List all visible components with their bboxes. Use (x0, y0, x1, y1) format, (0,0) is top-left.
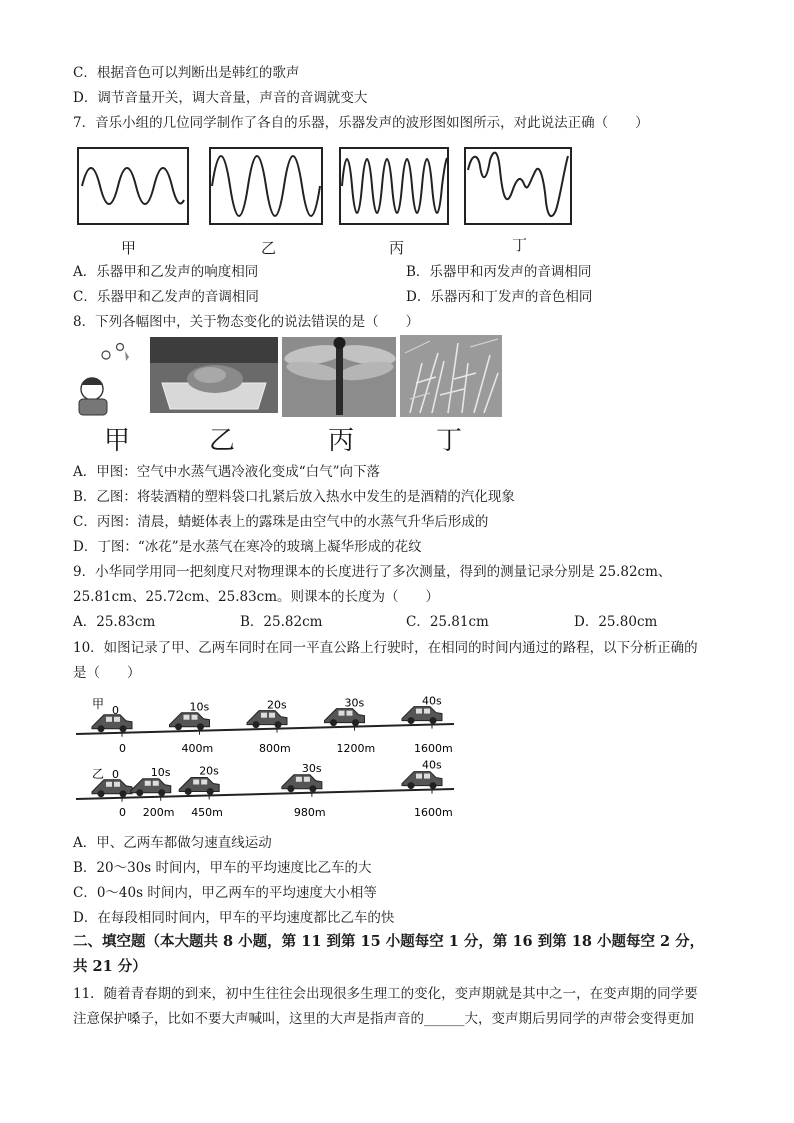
q9-option-b: B．25.82cm (240, 614, 323, 630)
jia-distance-label-3: 1200m (336, 742, 376, 755)
q9-option-d: D．25.80cm (574, 614, 658, 630)
q7-option-b: B．乐器甲和丙发声的音调相同 (406, 264, 592, 280)
q7-label-ding: 丁 (512, 236, 528, 254)
waveform-yi (210, 148, 322, 224)
q8-label-bing: 丙 (328, 426, 355, 456)
jia-distance-label-4: 1600m (414, 742, 453, 755)
q7-option-a: A．乐器甲和乙发声的响度相同 (73, 264, 259, 280)
jia-distance-label-1: 400m (181, 742, 214, 755)
yi-time-label-0: 0 (112, 768, 119, 781)
jia-distance-label-0: 0 (119, 742, 126, 755)
jia-time-label-4: 40s (422, 694, 442, 708)
jia-time-label-2: 20s (267, 698, 287, 712)
car-jia-name: 甲 (92, 697, 105, 711)
jia-car-4 (402, 707, 442, 725)
q8-option-a: A．甲图：空气中水蒸气遇冷液化变成“白气”向下落 (73, 464, 381, 480)
q9-stem-line2: 25.81cm、25.72cm、25.83cm。则课本的长度为（ ） (73, 589, 440, 605)
jia-car-1 (170, 713, 210, 731)
yi-time-label-4: 40s (422, 758, 442, 772)
section2-heading-line1: 二、填空题（本大题共 8 小题，第 11 到第 15 小题每空 1 分，第 16 到第 18 小题每空 2 分， (73, 933, 705, 950)
q8-option-c: C．丙图：清晨，蜻蜓体表上的露珠是由空气中的水蒸气升华后形成的 (73, 514, 489, 530)
photo-bing-dragonfly (282, 337, 397, 417)
yi-distance-label-4: 1600m (414, 806, 453, 819)
yi-distance-label-3: 980m (293, 806, 326, 819)
road-line-jia (76, 724, 454, 734)
photo-ding-frost-pattern (400, 335, 502, 417)
q8-photo-figure (70, 333, 510, 418)
q9-option-a: A．25.83cm (73, 614, 156, 630)
q9-option-c: C．25.81cm (406, 614, 489, 630)
yi-time-label-1: 10s (150, 765, 171, 779)
q11-stem-line2: 注意保护嗓子，比如不要大声喊叫，这里的大声是指声音的______大，变声期后男同学的声带会变得更加 (73, 1011, 694, 1027)
section2-heading-line2: 共 21 分） (73, 958, 147, 975)
q10-option-c: C．0～40s 时间内，甲乙两车的平均速度大小相等 (73, 885, 377, 901)
q7-label-jia: 甲 (121, 239, 137, 257)
photo-jia-cartoon-person (79, 344, 129, 416)
waveform-bing (340, 148, 448, 224)
q8-label-yi: 乙 (209, 426, 236, 456)
yi-distance-label-1: 200m (142, 806, 175, 819)
yi-car-0 (92, 780, 132, 798)
jia-car-0 (92, 715, 132, 733)
q10-option-a: A．甲、乙两车都做匀速直线运动 (73, 835, 272, 851)
yi-time-label-2: 20s (199, 764, 219, 778)
q7-option-d: D．乐器丙和丁发声的音色相同 (406, 289, 593, 305)
jia-distance-label-2: 800m (259, 742, 291, 755)
q7-label-bing: 丙 (389, 239, 405, 257)
q10-option-d: D．在每段相同时间内，甲车的平均速度都比乙车的快 (73, 910, 395, 926)
q8-label-ding: 丁 (436, 426, 463, 456)
waveform-ding (465, 148, 571, 224)
yi-distance-label-2: 450m (191, 806, 223, 819)
q10-stem-line2: 是（ ） (73, 665, 141, 681)
yi-distance-label-0: 0 (119, 806, 126, 819)
photo-yi-tray (150, 337, 278, 413)
jia-car-2 (247, 711, 287, 729)
q9-stem-line1: 9．小华同学用同一把刻度尺对物理课本的长度进行了多次测量，得到的测量记录分别是 25.82cm、 (73, 564, 672, 580)
waveform-jia (78, 148, 188, 224)
q8-stem: 8．下列各幅图中，关于物态变化的说法错误的是（ ） (73, 314, 420, 330)
q7-label-yi: 乙 (261, 239, 277, 257)
jia-time-label-3: 30s (344, 696, 365, 710)
yi-car-2 (179, 777, 219, 795)
yi-car-4 (402, 772, 442, 790)
q7-option-c: C．乐器甲和乙发声的音调相同 (73, 289, 259, 305)
q6-option-c: C．根据音色可以判断出是韩红的歌声 (73, 65, 300, 81)
q8-option-d: D．丁图：“冰花”是水蒸气在寒冷的玻璃上凝华形成的花纹 (73, 539, 422, 555)
jia-time-label-1: 10s (189, 700, 210, 714)
q7-waveform-figure (60, 140, 590, 260)
q6-option-d: D．调节音量开关，调大音量，声音的音调就变大 (73, 90, 368, 106)
jia-time-label-0: 0 (112, 704, 119, 717)
q11-stem-line1: 11．随着青春期的到来，初中生往往会出现很多生理工的变化，变声期就是其中之一，在变声期的同学要 (73, 986, 698, 1002)
q7-stem: 7．音乐小组的几位同学制作了各自的乐器，乐器发声的波形图如图所示，对此说法正确（ ） (73, 115, 649, 131)
yi-car-3 (282, 775, 322, 793)
jia-car-3 (325, 709, 365, 727)
yi-car-1 (131, 779, 171, 797)
q10-car-diagram (70, 690, 460, 820)
q8-label-jia: 甲 (104, 426, 131, 456)
car-yi-name: 乙 (92, 767, 105, 781)
q8-option-b: B．乙图：将装酒精的塑料袋口扎紧后放入热水中发生的是酒精的汽化现象 (73, 489, 515, 505)
yi-time-label-3: 30s (301, 761, 322, 775)
q10-option-b: B．20～30s 时间内，甲车的平均速度比乙车的大 (73, 860, 372, 876)
q10-stem-line1: 10．如图记录了甲、乙两车同时在同一平直公路上行驶时，在相同的时间内通过的路程，以下分析正确的 (73, 640, 698, 656)
